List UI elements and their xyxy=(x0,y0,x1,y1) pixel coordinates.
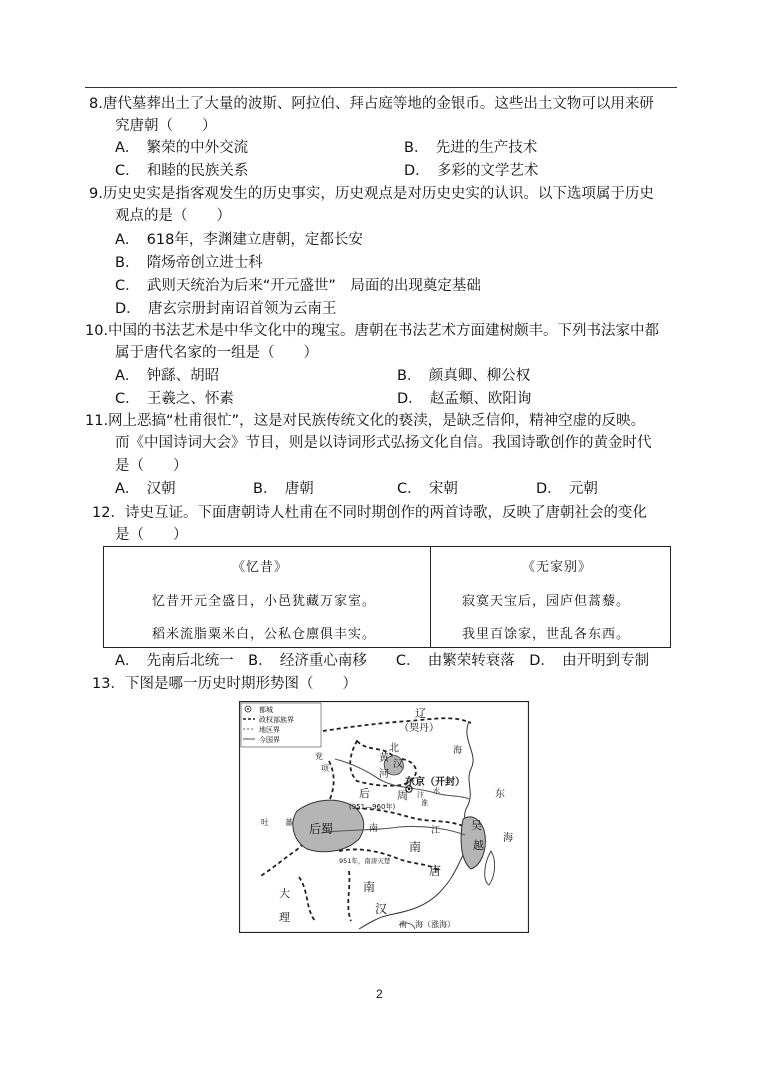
label-xiang: 项 xyxy=(321,764,329,773)
label-bei: 北 xyxy=(389,743,399,754)
label-han: 汉 xyxy=(393,759,403,770)
q8-option-b: B． 先进的生产技术 xyxy=(404,140,538,156)
q11-option-a: A． 汉朝 xyxy=(115,481,176,497)
q9-stem-line1: 9.历史史实是指客观发生的历史事实，历史观点是对历史史实的认识。以下选项属于历史 xyxy=(89,186,654,202)
q9-stem-line2: 观点的是（ ） xyxy=(115,208,231,224)
q11-option-c: C． 宋朝 xyxy=(397,481,458,497)
label-qidan: （契丹） xyxy=(399,723,439,734)
q11-stem-line3: 是（ ） xyxy=(115,458,188,474)
q13-stem: 13．下图是哪一历史时期形势图（ ） xyxy=(92,676,357,692)
page-number: 2 xyxy=(376,987,383,1001)
legend-region-border: 地区界 xyxy=(259,726,280,734)
map-legend xyxy=(241,703,321,747)
q11-option-d: D． 元朝 xyxy=(536,481,598,497)
poem1-line1: 忆昔开元全盛日，小邑犹藏万家室。 xyxy=(152,594,377,609)
poem1-line2: 稻米流脂粟米白，公私仓廪俱丰实。 xyxy=(152,627,377,642)
label-nan-tang: 南 xyxy=(409,840,422,854)
q12-stem-line1: 12．诗史互证。下面唐朝诗人杜甫在不同时期创作的两首诗歌，反映了唐朝社会的变化 xyxy=(92,505,647,521)
label-nanping: 南 xyxy=(369,824,379,834)
label-dang: 党 xyxy=(315,752,323,761)
label-huang: 黄 xyxy=(379,753,389,764)
q12-options: A． 先南后北统一 B． 经济重心南移 C． 由繁荣转衰落 D． 由开明到专制 xyxy=(115,653,650,669)
label-shui: 水 xyxy=(433,787,440,795)
poem-table xyxy=(103,546,671,648)
label-fan: 蕃 xyxy=(285,818,293,827)
q9-option-b: B． 隋炀帝创立进士科 xyxy=(115,255,263,271)
label-houshu: 后蜀 xyxy=(309,822,334,836)
label-li: 理 xyxy=(279,911,290,924)
q11-option-b: B． 唐朝 xyxy=(253,481,314,497)
q9-option-d: D． 唐玄宗册封南诏首领为云南王 xyxy=(115,301,337,317)
q8-stem-line2: 究唐朝（ ） xyxy=(115,118,217,134)
q10-stem-line2: 属于唐代名家的一组是（ ） xyxy=(115,345,318,361)
label-hai-north: 海 xyxy=(453,746,463,756)
q10-option-b: B． 颜真卿、柳公权 xyxy=(397,368,531,384)
label-nan-han: 南 xyxy=(363,880,376,894)
poem1-title: 《忆昔》 xyxy=(232,560,289,575)
q9-option-a: A． 618年，李渊建立唐朝，定都长安 xyxy=(115,232,363,248)
legend-modern-border: 今国界 xyxy=(259,736,280,744)
legend-capital: 都城 xyxy=(259,706,273,714)
q8-option-a: A． 繁荣的中外交流 xyxy=(115,140,249,156)
label-jiang: 江 xyxy=(431,826,441,836)
label-huai: 淮 xyxy=(421,799,428,807)
poem-table-divider xyxy=(430,547,431,647)
label-hai-east: 海 xyxy=(503,833,513,844)
q8-option-c: C． 和睦的民族关系 xyxy=(115,163,249,179)
q10-option-d: D． 赵孟頫、欧阳询 xyxy=(397,391,532,407)
label-nanhai: 南 海（涨海） xyxy=(399,920,455,929)
label-da: 大 xyxy=(279,887,290,900)
header-rule xyxy=(85,87,677,88)
q8-stem-line1: 8.唐代墓葬出土了大量的波斯、阿拉伯、拜占庭等地的金银币。这些出土文物可以用来研 xyxy=(89,96,654,112)
poem2-title: 《无家别》 xyxy=(522,560,593,575)
label-yue: 越 xyxy=(473,839,484,852)
q12-stem-line2: 是（ ） xyxy=(115,527,188,543)
label-tu: 吐 xyxy=(261,818,269,827)
label-hou: 后 xyxy=(359,787,370,800)
label-he: 河 xyxy=(379,769,389,780)
label-dongjing: 东京（开封） xyxy=(405,777,465,788)
q10-option-c: C． 王羲之、怀素 xyxy=(115,391,234,407)
label-dong: 东 xyxy=(495,789,505,800)
poem2-line2: 我里百馀家，世乱各东西。 xyxy=(462,627,631,642)
label-bian: 汴 xyxy=(417,791,424,799)
label-zhou: 周 xyxy=(397,789,408,802)
label-tang: 唐 xyxy=(429,864,442,878)
q11-stem-line2: 而《中国诗词大会》节目，则是以诗词形式弘扬文化自信。我国诗歌创作的黄金时代 xyxy=(115,435,652,451)
label-wu: 吴 xyxy=(471,819,482,832)
q9-option-c: C． 武则天统治为后来“开元盛世” 局面的出现奠定基础 xyxy=(115,278,481,294)
legend-regime-border: 政权部族界 xyxy=(259,716,294,724)
label-liao: 辽 xyxy=(415,707,426,720)
q11-stem-line1: 11.网上恶搞“杜甫很忙”，这是对民族传统文化的亵渎，是缺乏信仰，精神空虚的反映。 xyxy=(85,413,646,429)
label-note: 951年，南唐灭楚 xyxy=(339,857,391,865)
poem2-line1: 寂寞天宝后，园庐但蒿藜。 xyxy=(462,594,631,609)
q8-option-d: D． 多彩的文学艺术 xyxy=(404,163,539,179)
label-years: (951—960年) xyxy=(349,803,396,811)
historical-map xyxy=(239,701,529,933)
q10-option-a: A． 钟繇、胡昭 xyxy=(115,368,220,384)
label-han2: 汉 xyxy=(375,902,388,916)
q10-stem-line1: 10.中国的书法艺术是中华文化中的瑰宝。唐朝在书法艺术方面建树颇丰。下列书法家中都 xyxy=(85,323,660,339)
